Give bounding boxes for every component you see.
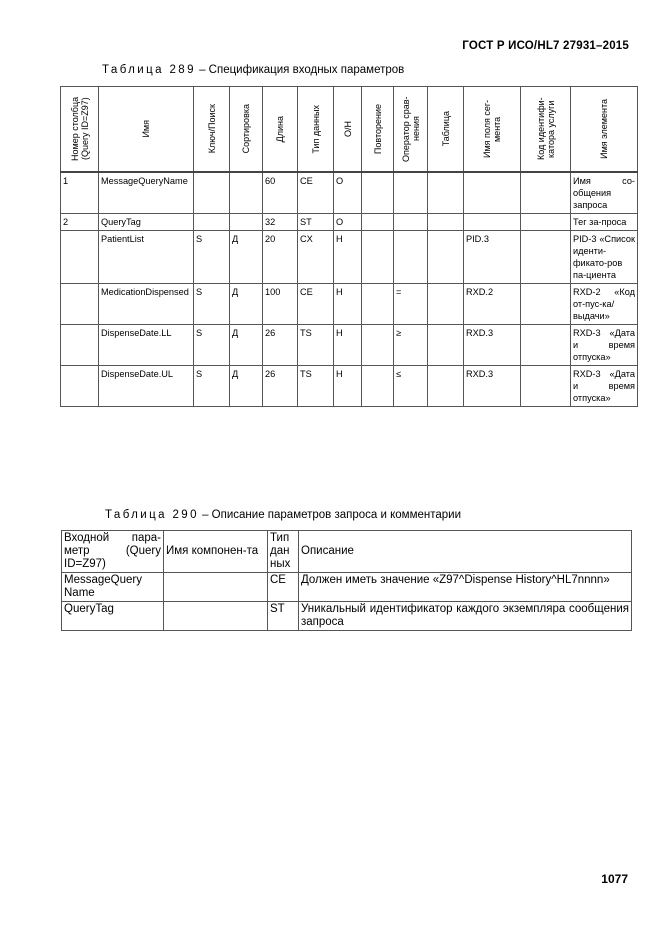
table-cell: ≥ bbox=[394, 325, 428, 366]
table-cell bbox=[194, 214, 230, 231]
table-cell: CE bbox=[268, 573, 299, 602]
table-row bbox=[62, 573, 632, 602]
table-row bbox=[61, 325, 638, 366]
table-cell bbox=[362, 325, 394, 366]
caption-dash: – bbox=[195, 64, 209, 76]
table-cell bbox=[428, 366, 464, 407]
table-cell: S bbox=[194, 231, 230, 284]
table-cell: RXD.3 bbox=[464, 366, 521, 407]
col-header: Номер столбца (Query ID=Z97) bbox=[61, 87, 99, 173]
table-cell: Н bbox=[334, 366, 362, 407]
table-cell bbox=[61, 366, 99, 407]
table-290-title: Описание параметров запроса и комментарии bbox=[211, 509, 462, 521]
table-row bbox=[61, 231, 638, 284]
table-cell: QueryTag bbox=[99, 214, 194, 231]
table-cell bbox=[428, 172, 464, 214]
table-289-title: Спецификация входных параметров bbox=[208, 64, 405, 76]
table-row bbox=[61, 366, 638, 407]
table-cell: 1 bbox=[61, 172, 99, 214]
table-cell: Н bbox=[334, 231, 362, 284]
table-cell: RXD.3 bbox=[464, 325, 521, 366]
table-cell: DispenseDate.UL bbox=[99, 366, 194, 407]
table-cell bbox=[362, 284, 394, 325]
col-header: Сортировка bbox=[230, 87, 263, 173]
table-cell: CE bbox=[298, 172, 334, 214]
table-cell: Д bbox=[230, 231, 263, 284]
table-cell: QueryTag bbox=[62, 602, 164, 631]
col-header: Имя поля сег-мента bbox=[464, 87, 521, 173]
query-parameters-description-table bbox=[61, 530, 632, 631]
table-cell: RXD-3 «Дата и время отпуска» bbox=[571, 366, 638, 407]
table-cell bbox=[61, 231, 99, 284]
table-cell: PatientList bbox=[99, 231, 194, 284]
table-cell bbox=[394, 214, 428, 231]
table-cell bbox=[362, 172, 394, 214]
table-cell: 60 bbox=[263, 172, 298, 214]
table-cell: 100 bbox=[263, 284, 298, 325]
col-header: Длина bbox=[263, 87, 298, 173]
table-cell: MessageQueryName bbox=[99, 172, 194, 214]
table-cell: MessageQuery Name bbox=[62, 573, 164, 602]
table-cell bbox=[521, 231, 571, 284]
table-cell bbox=[194, 172, 230, 214]
table-cell: PID-3 «Список иденти-фикато-ров па-циента bbox=[571, 231, 638, 284]
table-cell: TS bbox=[298, 366, 334, 407]
table-cell: = bbox=[394, 284, 428, 325]
page-number: 1077 bbox=[601, 872, 628, 886]
table-cell bbox=[428, 284, 464, 325]
table-cell bbox=[464, 172, 521, 214]
table-cell: S bbox=[194, 366, 230, 407]
table-cell: MedicationDispensed bbox=[99, 284, 194, 325]
col-header-description: Описание bbox=[299, 531, 632, 573]
table-cell: 32 bbox=[263, 214, 298, 231]
table-cell bbox=[230, 172, 263, 214]
col-header-data-type: Тип дан ных bbox=[268, 531, 299, 573]
table-cell bbox=[230, 214, 263, 231]
table-cell: Д bbox=[230, 325, 263, 366]
col-header: Имя элемента bbox=[571, 87, 638, 173]
table-cell: Должен иметь значение «Z97^Dispense History^HL7nnnn» bbox=[299, 573, 632, 602]
table-cell bbox=[164, 602, 268, 631]
table-cell bbox=[521, 284, 571, 325]
table-290-caption bbox=[105, 509, 461, 521]
table-row bbox=[62, 602, 632, 631]
table-cell: 20 bbox=[263, 231, 298, 284]
table-cell bbox=[61, 325, 99, 366]
table-290-number: Таблица 290 bbox=[105, 509, 199, 521]
caption-dash: – bbox=[198, 509, 212, 521]
table-cell: О bbox=[334, 214, 362, 231]
table-289-header-row bbox=[61, 87, 638, 173]
table-row bbox=[61, 172, 638, 214]
table-cell bbox=[521, 325, 571, 366]
table-row bbox=[61, 284, 638, 325]
table-cell: Д bbox=[230, 366, 263, 407]
table-cell bbox=[521, 214, 571, 231]
table-cell: Уникальный идентификатор каждого экземпляра сообщения запроса bbox=[299, 602, 632, 631]
table-cell bbox=[428, 214, 464, 231]
table-cell bbox=[428, 325, 464, 366]
table-cell: 26 bbox=[263, 366, 298, 407]
col-header: Код идентифи-катора услуги bbox=[521, 87, 571, 173]
table-cell: RXD-2 «Код от-пус-ка/выдачи» bbox=[571, 284, 638, 325]
table-cell bbox=[428, 231, 464, 284]
table-cell: Д bbox=[230, 284, 263, 325]
col-header: Таблица bbox=[428, 87, 464, 173]
table-cell: Тег за-проса bbox=[571, 214, 638, 231]
table-cell bbox=[394, 231, 428, 284]
table-cell: Имя со-общения запроса bbox=[571, 172, 638, 214]
table-cell bbox=[394, 172, 428, 214]
table-289-number: Таблица 289 bbox=[102, 64, 196, 76]
col-header-input-parameter: Входной пара-метр (Query ID=Z97) bbox=[62, 531, 164, 573]
table-cell bbox=[464, 214, 521, 231]
input-parameters-table bbox=[60, 86, 638, 407]
col-header: Оператор срав-нения bbox=[394, 87, 428, 173]
col-header: О/Н bbox=[334, 87, 362, 173]
col-header: Имя bbox=[99, 87, 194, 173]
table-cell: S bbox=[194, 325, 230, 366]
table-cell: TS bbox=[298, 325, 334, 366]
table-cell: S bbox=[194, 284, 230, 325]
table-cell bbox=[521, 172, 571, 214]
table-cell: Н bbox=[334, 284, 362, 325]
standard-header: ГОСТ Р ИСО/HL7 27931–2015 bbox=[462, 40, 629, 52]
table-cell: О bbox=[334, 172, 362, 214]
col-header: Повторение bbox=[362, 87, 394, 173]
table-289-caption bbox=[102, 64, 404, 76]
table-cell bbox=[362, 214, 394, 231]
table-cell: CX bbox=[298, 231, 334, 284]
table-cell: RXD.2 bbox=[464, 284, 521, 325]
table-cell: 2 bbox=[61, 214, 99, 231]
table-290-header-row bbox=[62, 531, 632, 573]
table-row bbox=[61, 214, 638, 231]
col-header: Тип данных bbox=[298, 87, 334, 173]
table-cell: ≤ bbox=[394, 366, 428, 407]
table-cell bbox=[164, 573, 268, 602]
table-cell bbox=[362, 231, 394, 284]
table-cell: ST bbox=[298, 214, 334, 231]
table-cell bbox=[521, 366, 571, 407]
table-cell: 26 bbox=[263, 325, 298, 366]
table-cell: DispenseDate.LL bbox=[99, 325, 194, 366]
table-cell: PID.3 bbox=[464, 231, 521, 284]
table-cell: Н bbox=[334, 325, 362, 366]
table-cell bbox=[61, 284, 99, 325]
col-header: Ключ/Поиск bbox=[194, 87, 230, 173]
table-cell: ST bbox=[268, 602, 299, 631]
table-cell: CE bbox=[298, 284, 334, 325]
col-header-component-name: Имя компонен-та bbox=[164, 531, 268, 573]
table-cell bbox=[362, 366, 394, 407]
table-cell: RXD-3 «Дата и время отпуска» bbox=[571, 325, 638, 366]
